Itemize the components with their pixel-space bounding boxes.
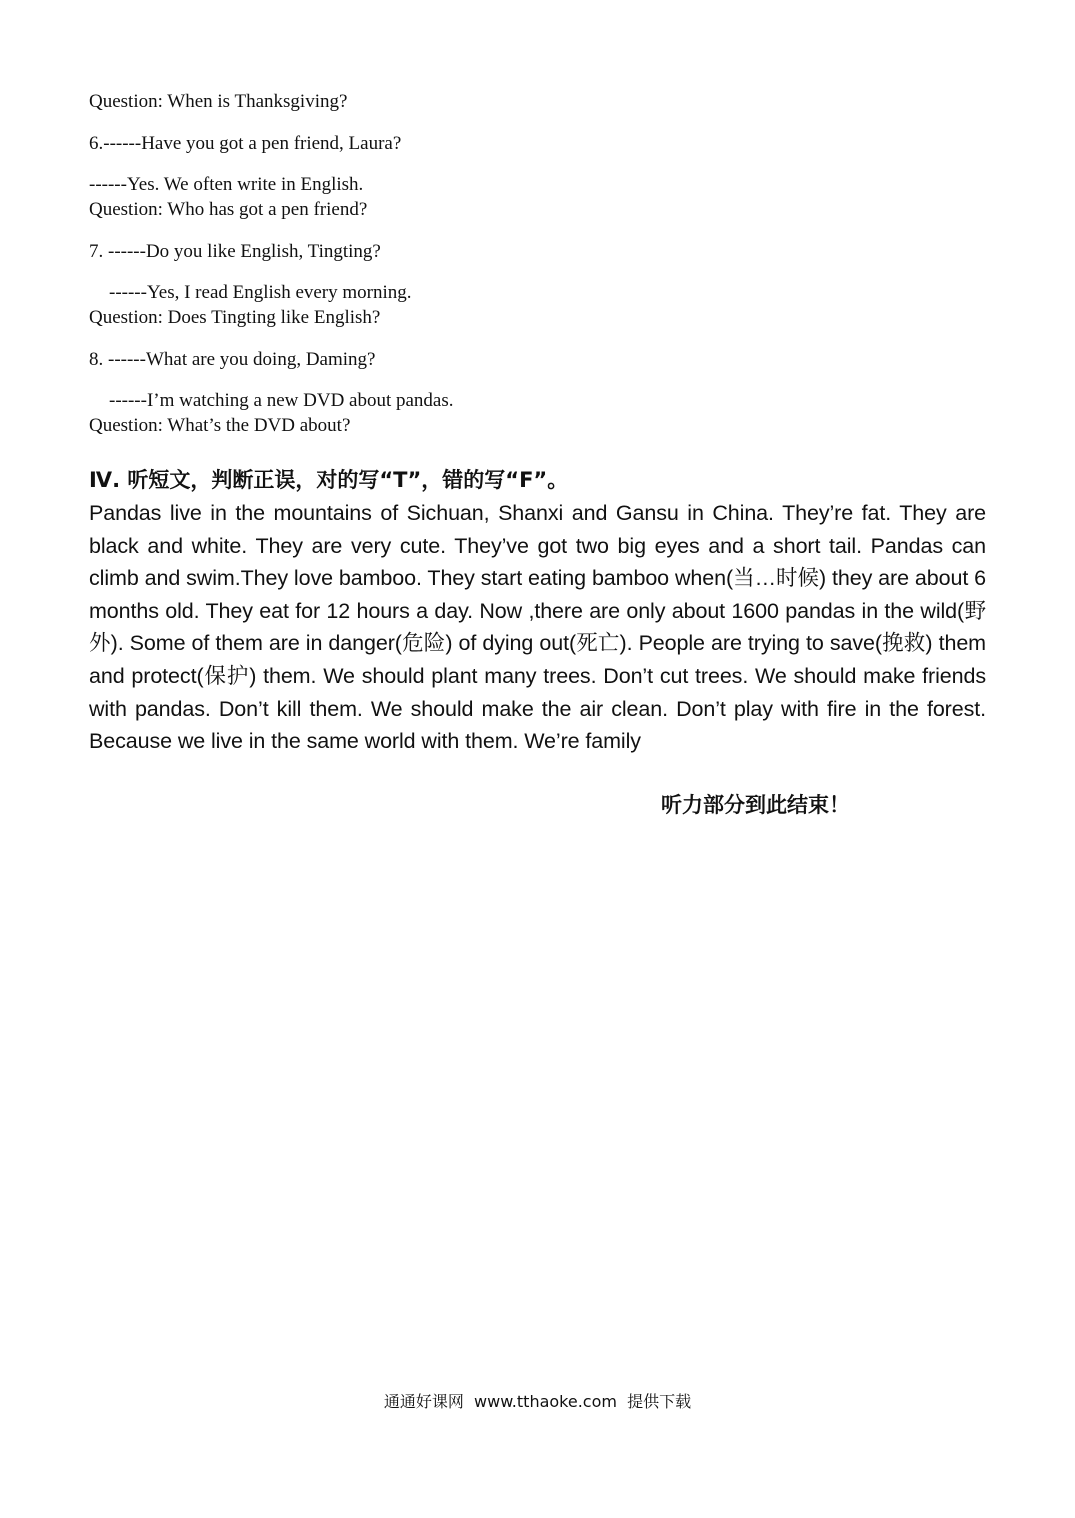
q6-line1: 6.------Have you got a pen friend, Laura? [89,133,402,154]
q8-question: Question: What’s the DVD about? [89,415,351,436]
q6-question: Question: Who has got a pen friend? [89,199,368,220]
q5-question: Question: When is Thanksgiving? [89,91,348,112]
q8-line1: 8. ------What are you doing, Daming? [89,349,376,370]
section-heading: Ⅳ. 听短文，判断正误，对的写“T”，错的写“F”。 [89,468,569,492]
footer-source: 通通好课网 www.tthaoke.com 提供下载 [383,1392,692,1411]
listening-end-note: 听力部分到此结束！ [661,793,850,817]
q8-line2: ------I’m watching a new DVD about pandas. [109,390,454,411]
q7-line2: ------Yes, I read English every morning. [109,282,412,303]
q7-line1: 7. ------Do you like English, Tingting? [89,241,381,262]
q6-line2: ------Yes. We often write in English. [89,174,364,195]
passage-text: Pandas live in the mountains of Sichuan, Shanxi and Gansu in China. They’re fat. They are black and white. They are very cute. They’ve got two big eyes and a short tail. Pandas can climb and swim.They love bamboo. They start eating bamboo when(当…时候) they are about 6 months old. They eat for 12 hours a day. Now ,there are only about 1600 pandas in the wild(野外). Some of them are in danger(危险) of dying out(死亡). People are trying to save(挽救) them and protect(保护) them. We should plant many trees. Don’t cut trees. We should make friends with pandas. Don’t kill them. We should make the air clean. Don’t play with fire in the forest. Because we live in the same world with them. We’re family [89,501,986,754]
q7-question: Question: Does Tingting like English? [89,307,381,328]
